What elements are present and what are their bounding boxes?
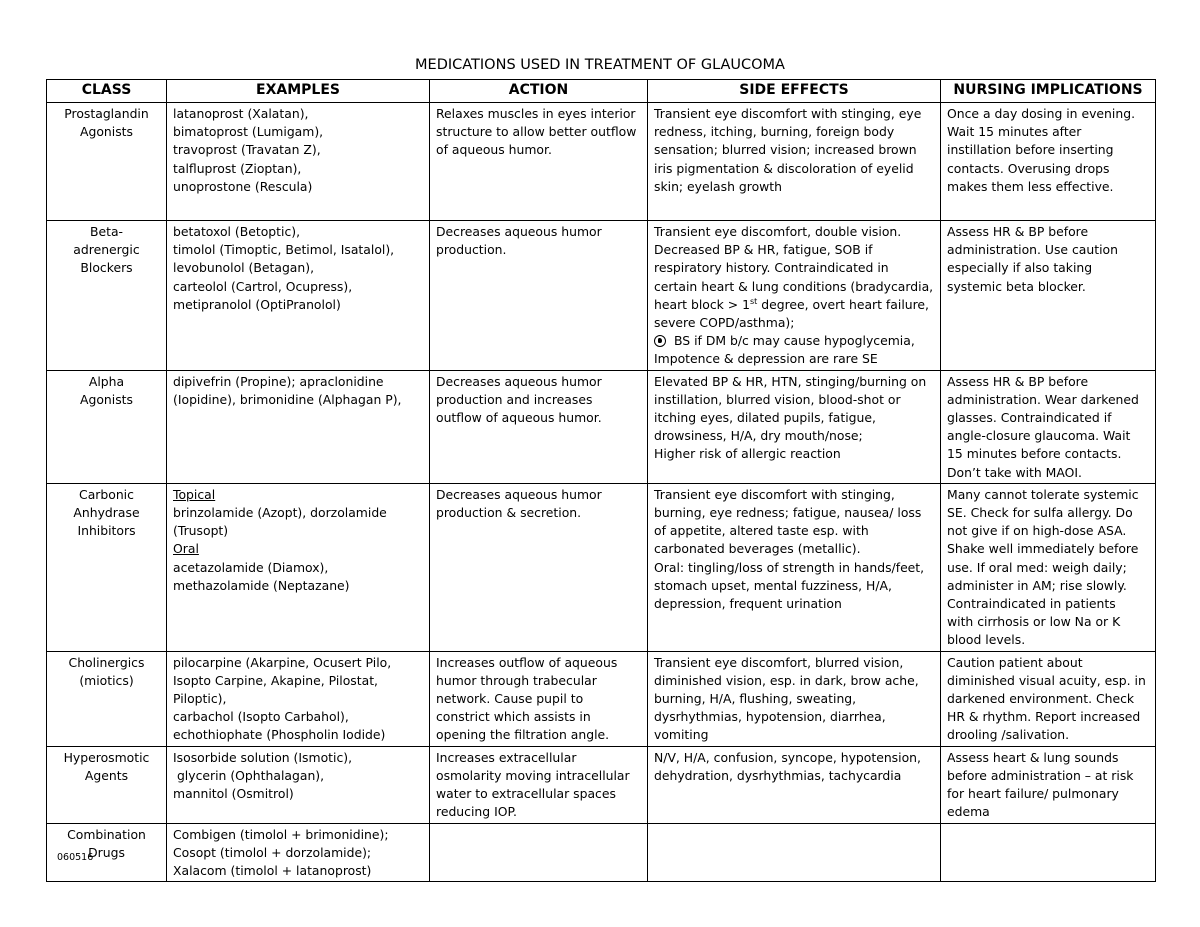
side-effect-line: stomach upset, mental fuzziness, H/A, <box>654 577 892 593</box>
side-effect-line: instillation, blurred vision, blood-shot or <box>654 391 901 407</box>
nursing-line: Don’t take with MAOI. <box>947 464 1082 480</box>
class-line: (miotics) <box>79 672 134 688</box>
example-line: Combigen (timolol + brimonidine); <box>173 826 389 842</box>
action-cell <box>430 651 648 746</box>
example-line: mannitol (Osmitrol) <box>173 786 294 802</box>
example-line: metipranolol (OptiPranolol) <box>173 296 341 312</box>
class-cell <box>47 103 167 221</box>
side-effect-line: vomiting <box>654 727 709 743</box>
class-cell <box>47 651 167 746</box>
header-action: ACTION <box>430 80 648 103</box>
action-line: Decreases aqueous humor <box>436 373 602 389</box>
side-effect-line: Transient eye discomfort, blurred vision, <box>654 654 904 670</box>
action-line: structure to allow better outflow <box>436 124 637 140</box>
nursing-line: administration. Use caution <box>947 242 1118 258</box>
nursing-line: systemic beta blocker. <box>947 278 1086 294</box>
action-cell <box>430 823 648 882</box>
side-effect-line: Decreased BP & HR, fatigue, SOB if <box>654 242 873 258</box>
side-effect-line: certain heart & lung conditions (bradycardia, <box>654 278 934 294</box>
nursing-line: Assess heart & lung sounds <box>947 749 1119 765</box>
side-effect-line <box>654 332 934 350</box>
side-effects-cell <box>648 103 941 221</box>
action-cell <box>430 221 648 371</box>
class-cell <box>47 483 167 651</box>
side-effects-cell <box>648 221 941 371</box>
example-line: unoprostone (Rescula) <box>173 178 313 194</box>
example-line: echothiophate (Phospholin Iodide) <box>173 727 386 743</box>
example-line: Cosopt (timolol + dorzolamide); <box>173 844 372 860</box>
action-line: Relaxes muscles in eyes interior <box>436 106 636 121</box>
nursing-line: SE. Check for sulfa allergy. Do <box>947 505 1133 521</box>
class-line: Inhibitors <box>77 523 136 539</box>
nursing-cell <box>941 823 1156 882</box>
heart-block-text: heart block > 1 <box>654 296 750 312</box>
action-cell <box>430 746 648 823</box>
example-line: dipivefrin (Propine); apraclonidine <box>173 373 384 389</box>
side-effect-line: severe COPD/asthma); <box>654 315 795 331</box>
ordinal-superscript: st <box>749 296 758 306</box>
action-line: opening the filtration angle. <box>436 727 610 743</box>
side-effect-line: dysrhythmias, hypotension, diarrhea, <box>654 709 886 725</box>
document-code: 060516 <box>57 852 94 863</box>
nursing-line: angle-closure glaucoma. Wait <box>947 428 1131 444</box>
medications-table <box>46 79 1156 882</box>
side-effect-line: Elevated BP & HR, HTN, stinging/burning on <box>654 373 927 389</box>
action-line: water to extracellular spaces <box>436 786 616 802</box>
class-line: Beta- <box>89 224 124 239</box>
nursing-line: especially if also taking <box>947 260 1093 276</box>
action-cell <box>430 103 648 221</box>
example-line: latanoprost (Xalatan), <box>173 106 309 121</box>
nursing-line: blood levels. <box>947 632 1026 648</box>
action-line: Decreases aqueous humor <box>436 486 602 502</box>
side-effect-line: dehydration, dysrhythmias, tachycardia <box>654 767 902 783</box>
side-effect-line: of appetite, altered taste esp. with <box>654 523 869 539</box>
nursing-line: Once a day dosing in evening. <box>947 106 1136 121</box>
action-cell <box>430 370 648 483</box>
example-line: talfluprost (Zioptan), <box>173 160 302 176</box>
action-line: Increases extracellular <box>436 749 577 765</box>
side-effect-line: Transient eye discomfort with stinging, <box>654 486 895 502</box>
side-effect-line: depression, frequent urination <box>654 596 842 612</box>
action-line: humor through trabecular <box>436 672 597 688</box>
table-row <box>47 103 1156 221</box>
nursing-line: administer in AM; rise slowly. <box>947 577 1127 593</box>
action-cell <box>430 483 648 651</box>
action-line: Increases outflow of aqueous <box>436 654 618 670</box>
nursing-line: not give if on high-dose ASA. <box>947 523 1127 539</box>
class-line: Blockers <box>80 260 133 276</box>
class-cell <box>47 221 167 371</box>
side-effect-line: Transient eye discomfort, double vision. <box>654 224 902 239</box>
side-effect-line: Impotence & depression are rare SE <box>654 351 878 367</box>
example-line: Isopto Carpine, Akapine, Pilostat, <box>173 672 378 688</box>
side-effects-cell <box>648 370 941 483</box>
table-row <box>47 651 1156 746</box>
class-line: Hyperosmotic <box>63 749 150 765</box>
nursing-line: diminished visual acuity, esp. in <box>947 672 1146 688</box>
side-effects-cell <box>648 746 941 823</box>
action-line: production. <box>436 242 507 258</box>
class-cell <box>47 746 167 823</box>
nursing-cell <box>941 746 1156 823</box>
example-line: acetazolamide (Diamox), <box>173 559 329 575</box>
header-side-effects: SIDE EFFECTS <box>648 80 941 103</box>
action-line: production & secretion. <box>436 505 582 521</box>
nursing-line: HR & rhythm. Report increased <box>947 709 1141 725</box>
header-examples: EXAMPLES <box>167 80 430 103</box>
nursing-line: Contraindicated in patients <box>947 596 1116 612</box>
heart-block-text-end: degree, overt heart failure, <box>757 296 929 312</box>
class-line: adrenergic <box>73 242 140 258</box>
nursing-line: Wait 15 minutes after <box>947 124 1082 140</box>
side-effect-line: drowsiness, H/A, dry mouth/nose; <box>654 428 863 444</box>
nursing-cell <box>941 370 1156 483</box>
nursing-line: Assess HR & BP before <box>947 224 1089 239</box>
nursing-cell <box>941 651 1156 746</box>
side-effect-line: burning, H/A, flushing, sweating, <box>654 691 857 707</box>
action-line: network. Cause pupil to <box>436 691 584 707</box>
action-line: osmolarity moving intracellular <box>436 767 630 783</box>
nursing-line: glasses. Contraindicated if <box>947 410 1112 426</box>
side-effect-line: burning, eye redness; fatigue, nausea/ loss <box>654 505 922 521</box>
nursing-line: Many cannot tolerate systemic <box>947 486 1139 502</box>
class-line: Anhydrase <box>73 505 140 521</box>
side-effect-line: iris pigmentation & discoloration of eyelid <box>654 160 914 176</box>
nursing-line: before administration – at risk <box>947 767 1134 783</box>
class-line: Alpha <box>88 373 125 389</box>
table-row <box>47 221 1156 371</box>
class-line: Combination <box>67 826 146 842</box>
header-class: CLASS <box>47 80 167 103</box>
class-line: Drugs <box>88 844 125 860</box>
topical-label: Topical <box>173 486 216 502</box>
example-line: levobunolol (Betagan), <box>173 260 315 276</box>
example-line: pilocarpine (Akarpine, Ocusert Pilo, <box>173 654 392 670</box>
nursing-line: 15 minutes before contacts. <box>947 446 1122 462</box>
class-line: Carbonic <box>79 486 134 502</box>
action-line: constrict which assists in <box>436 709 591 725</box>
side-effects-cell <box>648 651 941 746</box>
nursing-cell <box>941 483 1156 651</box>
table-row <box>47 823 1156 882</box>
action-line: reducing IOP. <box>436 804 517 820</box>
nursing-line: Caution patient about <box>947 654 1083 670</box>
side-effect-line: redness, itching, burning, foreign body <box>654 124 895 140</box>
side-effects-cell <box>648 823 941 882</box>
nursing-line: makes them less effective. <box>947 178 1114 194</box>
examples-cell <box>167 103 430 221</box>
side-effect-line: Transient eye discomfort with stinging, eye <box>654 106 922 121</box>
table-row <box>47 370 1156 483</box>
side-effect-line: carbonated beverages (metallic). <box>654 541 861 557</box>
example-line: carteolol (Cartrol, Ocupress), <box>173 278 353 294</box>
class-line: Prostaglandin <box>64 106 149 121</box>
action-line: outflow of aqueous humor. <box>436 410 602 426</box>
header-row <box>47 80 1156 103</box>
side-effect-line: itching eyes, dilated pupils, fatigue, <box>654 410 876 426</box>
example-line: Isosorbide solution (Ismotic), <box>173 749 353 765</box>
examples-cell <box>167 370 430 483</box>
class-line: Agents <box>84 767 129 783</box>
header-nursing-implications: NURSING IMPLICATIONS <box>941 80 1156 103</box>
examples-cell <box>167 746 430 823</box>
nursing-line: contacts. Overusing drops <box>947 160 1110 176</box>
class-line: Agonists <box>80 391 133 407</box>
nursing-line: darkened environment. Check <box>947 691 1135 707</box>
action-line: Decreases aqueous humor <box>436 224 602 239</box>
example-line: (Trusopt) <box>173 523 229 539</box>
example-line: betatoxol (Betoptic), <box>173 224 301 239</box>
nursing-line: Assess HR & BP before <box>947 373 1089 389</box>
examples-cell <box>167 483 430 651</box>
examples-cell <box>167 221 430 371</box>
table-row <box>47 746 1156 823</box>
example-line: methazolamide (Neptazane) <box>173 577 350 593</box>
nursing-line: administration. Wear darkened <box>947 391 1139 407</box>
class-line: Agonists <box>80 124 133 140</box>
examples-cell <box>167 651 430 746</box>
example-line: (Iopidine), brimonidine (Alphagan P), <box>173 391 402 407</box>
oral-label: Oral <box>173 541 199 557</box>
example-line: timolol (Timoptic, Betimol, Isatalol), <box>173 242 395 258</box>
action-line: production and increases <box>436 391 593 407</box>
nursing-cell <box>941 221 1156 371</box>
nursing-line: instillation before inserting <box>947 142 1114 158</box>
example-line: Xalacom (timolol + latanoprost) <box>173 862 372 878</box>
nursing-cell <box>941 103 1156 221</box>
example-line: bimatoprost (Lumigam), <box>173 124 324 140</box>
side-effect-line: skin; eyelash growth <box>654 178 783 194</box>
side-effect-line: sensation; blurred vision; increased brown <box>654 142 917 158</box>
globe-icon <box>654 335 666 347</box>
side-effect-line: Oral: tingling/loss of strength in hands/feet, <box>654 559 925 575</box>
nursing-line: use. If oral med: weigh daily; <box>947 559 1127 575</box>
nursing-line: for heart failure/ pulmonary <box>947 786 1119 802</box>
example-line: travoprost (Travatan Z), <box>173 142 321 158</box>
table-row <box>47 483 1156 651</box>
side-effect-line: respiratory history. Contraindicated in <box>654 260 889 276</box>
example-line: brinzolamide (Azopt), dorzolamide <box>173 505 387 521</box>
example-line: carbachol (Isopto Carbahol), <box>173 709 349 725</box>
examples-cell <box>167 823 430 882</box>
class-cell <box>47 370 167 483</box>
side-effect-line: Higher risk of allergic reaction <box>654 446 841 462</box>
side-effect-line: N/V, H/A, confusion, syncope, hypotension, <box>654 749 921 765</box>
nursing-line: drooling /salivation. <box>947 727 1070 743</box>
nursing-line: with cirrhosis or low Na or K <box>947 614 1121 630</box>
example-line: Piloptic), <box>173 691 227 707</box>
blood-sugar-note: BS if DM b/c may cause hypoglycemia, <box>674 333 915 349</box>
side-effect-line <box>654 296 934 314</box>
action-line: of aqueous humor. <box>436 142 552 158</box>
nursing-line: Shake well immediately before <box>947 541 1139 557</box>
page-title: MEDICATIONS USED IN TREATMENT OF GLAUCOMA <box>415 57 785 73</box>
side-effects-cell <box>648 483 941 651</box>
nursing-line: edema <box>947 804 990 820</box>
class-line: Cholinergics <box>68 654 145 670</box>
side-effect-line: diminished vision, esp. in dark, brow ache, <box>654 672 919 688</box>
example-line: glycerin (Ophthalagan), <box>173 767 325 783</box>
